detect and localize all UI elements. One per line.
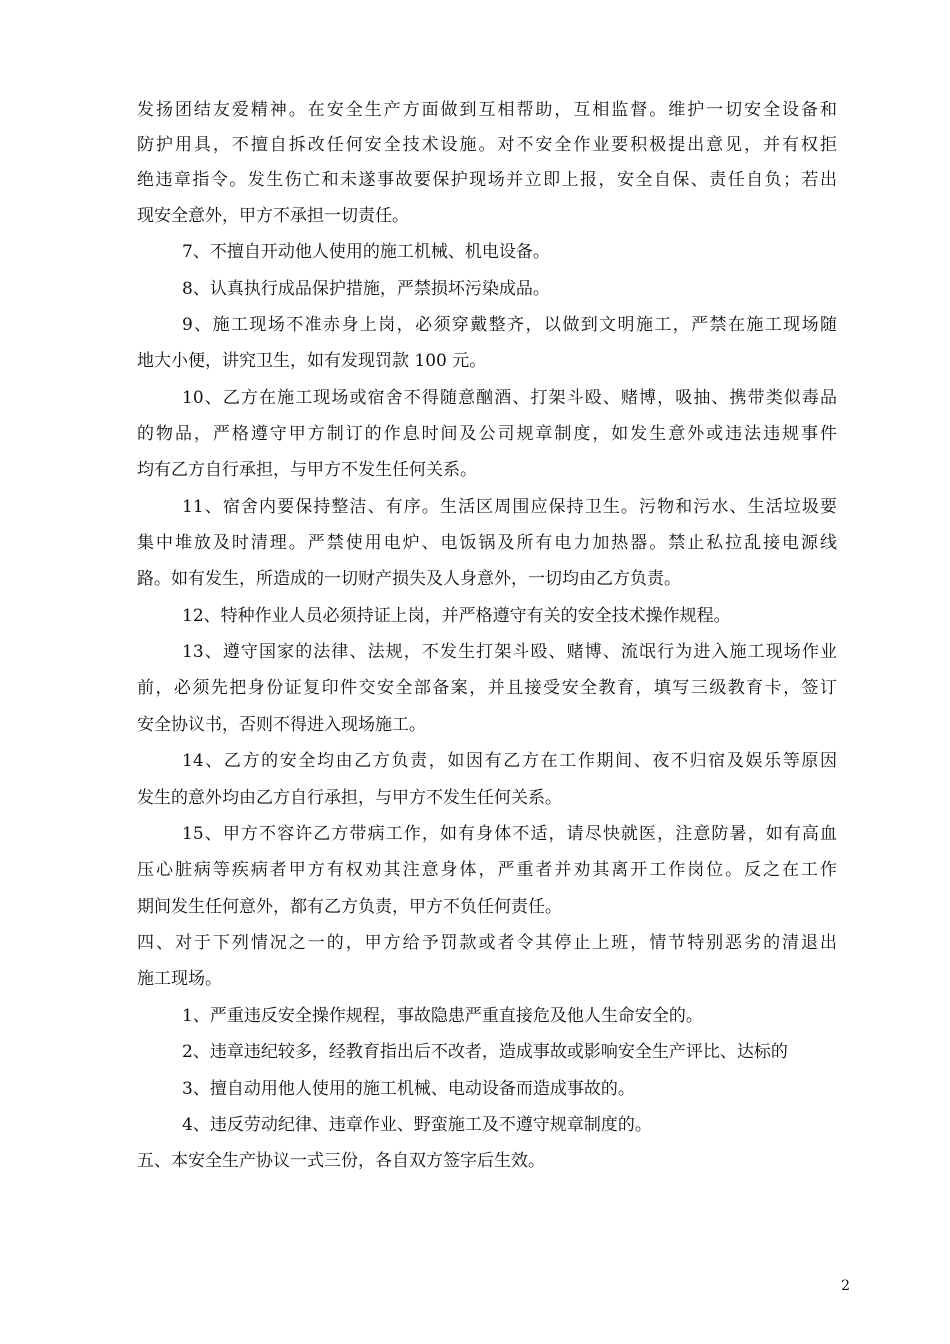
text-line: 前，必须先把身份证复印件交安全部备案，并且接受安全教育，填写三级教育卡，签订 — [137, 678, 837, 698]
text-line: 7、不擅自开动他人使用的施工机械、机电设备。 — [182, 242, 550, 262]
text-line: 压心脏病等疾病者甲方有权劝其注意身体，严重者并劝其离开工作岗位。反之在工作 — [137, 860, 837, 880]
text-line: 发扬团结友爱精神。在安全生产方面做到互相帮助，互相监督。维护一切安全设备和 — [137, 100, 837, 120]
text-line: 地大小便，讲究卫生，如有发现罚款 100 元。 — [137, 351, 487, 371]
page-number: 2 — [841, 1278, 850, 1294]
text-line: 防护用具，不擅自拆改任何安全技术设施。对不安全作业要积极提出意见，并有权拒 — [137, 135, 837, 155]
text-line: 均有乙方自行承担，与甲方不发生任何关系。 — [137, 460, 477, 480]
text-line: 安全协议书，否则不得进入现场施工。 — [137, 715, 426, 735]
text-line: 12、特种作业人员必须持证上岗，并严格遵守有关的安全技术操作规程。 — [182, 606, 731, 626]
text-line: 14、乙方的安全均由乙方负责，如因有乙方在工作期间、夜不归宿及娱乐等原因 — [182, 751, 837, 771]
text-line: 发生的意外均由乙方自行承担，与甲方不发生任何关系。 — [137, 788, 562, 808]
text-line: 13、遵守国家的法律、法规，不发生打架斗殴、赌博、流氓行为进入施工现场作业 — [182, 642, 837, 662]
text-line: 现安全意外，甲方不承担一切责任。 — [137, 206, 409, 226]
text-line: 8、认真执行成品保护措施，严禁损坏污染成品。 — [182, 279, 550, 299]
section-heading: 四、对于下列情况之一的，甲方给予罚款或者令其停止上班，情节特别恶劣的清退出 — [137, 933, 837, 953]
text-line: 施工现场。 — [137, 969, 222, 989]
list-item: 2、违章违纪较多，经教育指出后不改者，造成事故或影响安全生产评比、达标的 — [182, 1042, 788, 1062]
text-line: 11、宿舍内要保持整洁、有序。生活区周围应保持卫生。污物和污水、生活垃圾要 — [182, 497, 837, 517]
text-line: 绝违章指令。发生伤亡和未遂事故要保护现场并立即上报，安全自保、责任自负；若出 — [137, 170, 837, 190]
list-item: 3、擅自动用他人使用的施工机械、电动设备而造成事故的。 — [182, 1079, 635, 1099]
section-heading: 五、本安全生产协议一式三份，各自双方签字后生效。 — [137, 1151, 545, 1171]
text-line: 期间发生任何意外，都有乙方负责，甲方不负任何责任。 — [137, 897, 562, 917]
text-line: 的物品，严格遵守甲方制订的作息时间及公司规章制度，如发生意外或违法违规事件 — [137, 424, 837, 444]
text-line: 10、乙方在施工现场或宿舍不得随意酗酒、打架斗殴、赌博，吸抽、携带类似毒品 — [182, 388, 837, 408]
text-line: 15、甲方不容许乙方带病工作，如有身体不适，请尽快就医，注意防暑，如有高血 — [182, 824, 837, 844]
text-line: 集中堆放及时清理。严禁使用电炉、电饭锅及所有电力加热器。禁止私拉乱接电源线 — [137, 533, 837, 553]
list-item: 1、严重违反安全操作规程，事故隐患严重直接危及他人生命安全的。 — [182, 1006, 703, 1026]
text-line: 9、施工现场不准赤身上岗，必须穿戴整齐，以做到文明施工，严禁在施工现场随 — [182, 315, 837, 335]
list-item: 4、违反劳动纪律、违章作业、野蛮施工及不遵守规章制度的。 — [182, 1115, 652, 1135]
text-line: 路。如有发生，所造成的一切财产损失及人身意外，一切均由乙方负责。 — [137, 569, 681, 589]
